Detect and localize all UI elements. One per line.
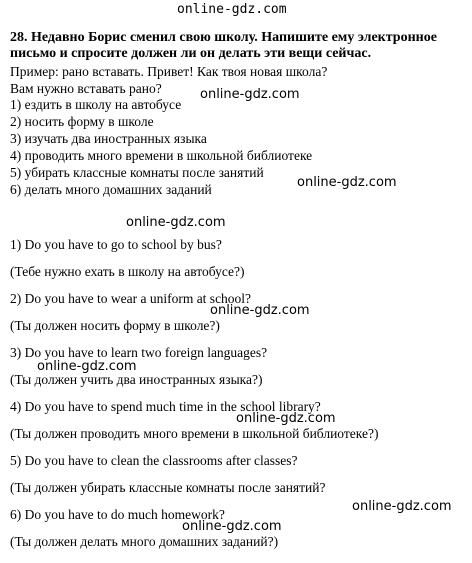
answer-2-english: 2) Do you have to wear a uniform at school? [10,291,252,306]
example-line-1: Пример: рано вставать. Привет! Как твоя новая школа? [10,64,328,79]
answer-4-english: 4) Do you have to spend much time in the school library? [10,399,321,414]
task-item-4: 4) проводить много времени в школьной библиотеке [10,148,313,163]
watermark: online-gdz.com [182,519,282,534]
task-item-2: 2) носить форму в школе [10,114,154,129]
watermark: online-gdz.com [200,87,300,102]
task-item-3: 3) изучать два иностранных языка [10,131,207,146]
task-title-line-1: 28. Недавно Борис сменил свою школу. Напишите ему электронное [10,30,437,45]
answer-4-russian: (Ты должен проводить много времени в школьной библиотеке?) [10,426,379,441]
task-item-1: 1) ездить в школу на автобусе [10,97,182,112]
answer-3-russian: (Ты должен учить два иностранных языка?) [10,372,263,387]
watermark: online-gdz.com [236,411,336,426]
answer-6-english: 6) Do you have to do much homework? [10,507,225,522]
answer-5-english: 5) Do you have to clean the classrooms after classes? [10,453,298,468]
task-item-6: 6) делать много домашних заданий [10,182,212,197]
watermark: online-gdz.com [37,359,137,374]
answer-1-russian: (Тебе нужно ехать в школу на автобусе?) [10,264,245,279]
example-line-2: Вам нужно вставать рано? [10,81,162,96]
answer-5-russian: (Ты должен убирать классные комнаты после занятий? [10,480,326,495]
watermark: online-gdz.com [352,499,452,514]
watermark: online-gdz.com [297,175,397,190]
answer-3-english: 3) Do you have to learn two foreign languages? [10,345,268,360]
answer-6-russian: (Ты должен делать много домашних заданий?) [10,534,279,549]
answer-2-russian: (Ты должен носить форму в школе?) [10,318,220,333]
task-title-line-2: письмо и спросите должен ли он делать эти вещи сейчас. [10,46,372,61]
answer-1-english: 1) Do you have to go to school by bus? [10,237,222,252]
watermark: online-gdz.com [210,303,310,318]
watermark-top: online-gdz.com [177,2,287,17]
watermark: online-gdz.com [126,215,226,230]
task-item-5: 5) убирать классные комнаты после занятий [10,165,264,180]
